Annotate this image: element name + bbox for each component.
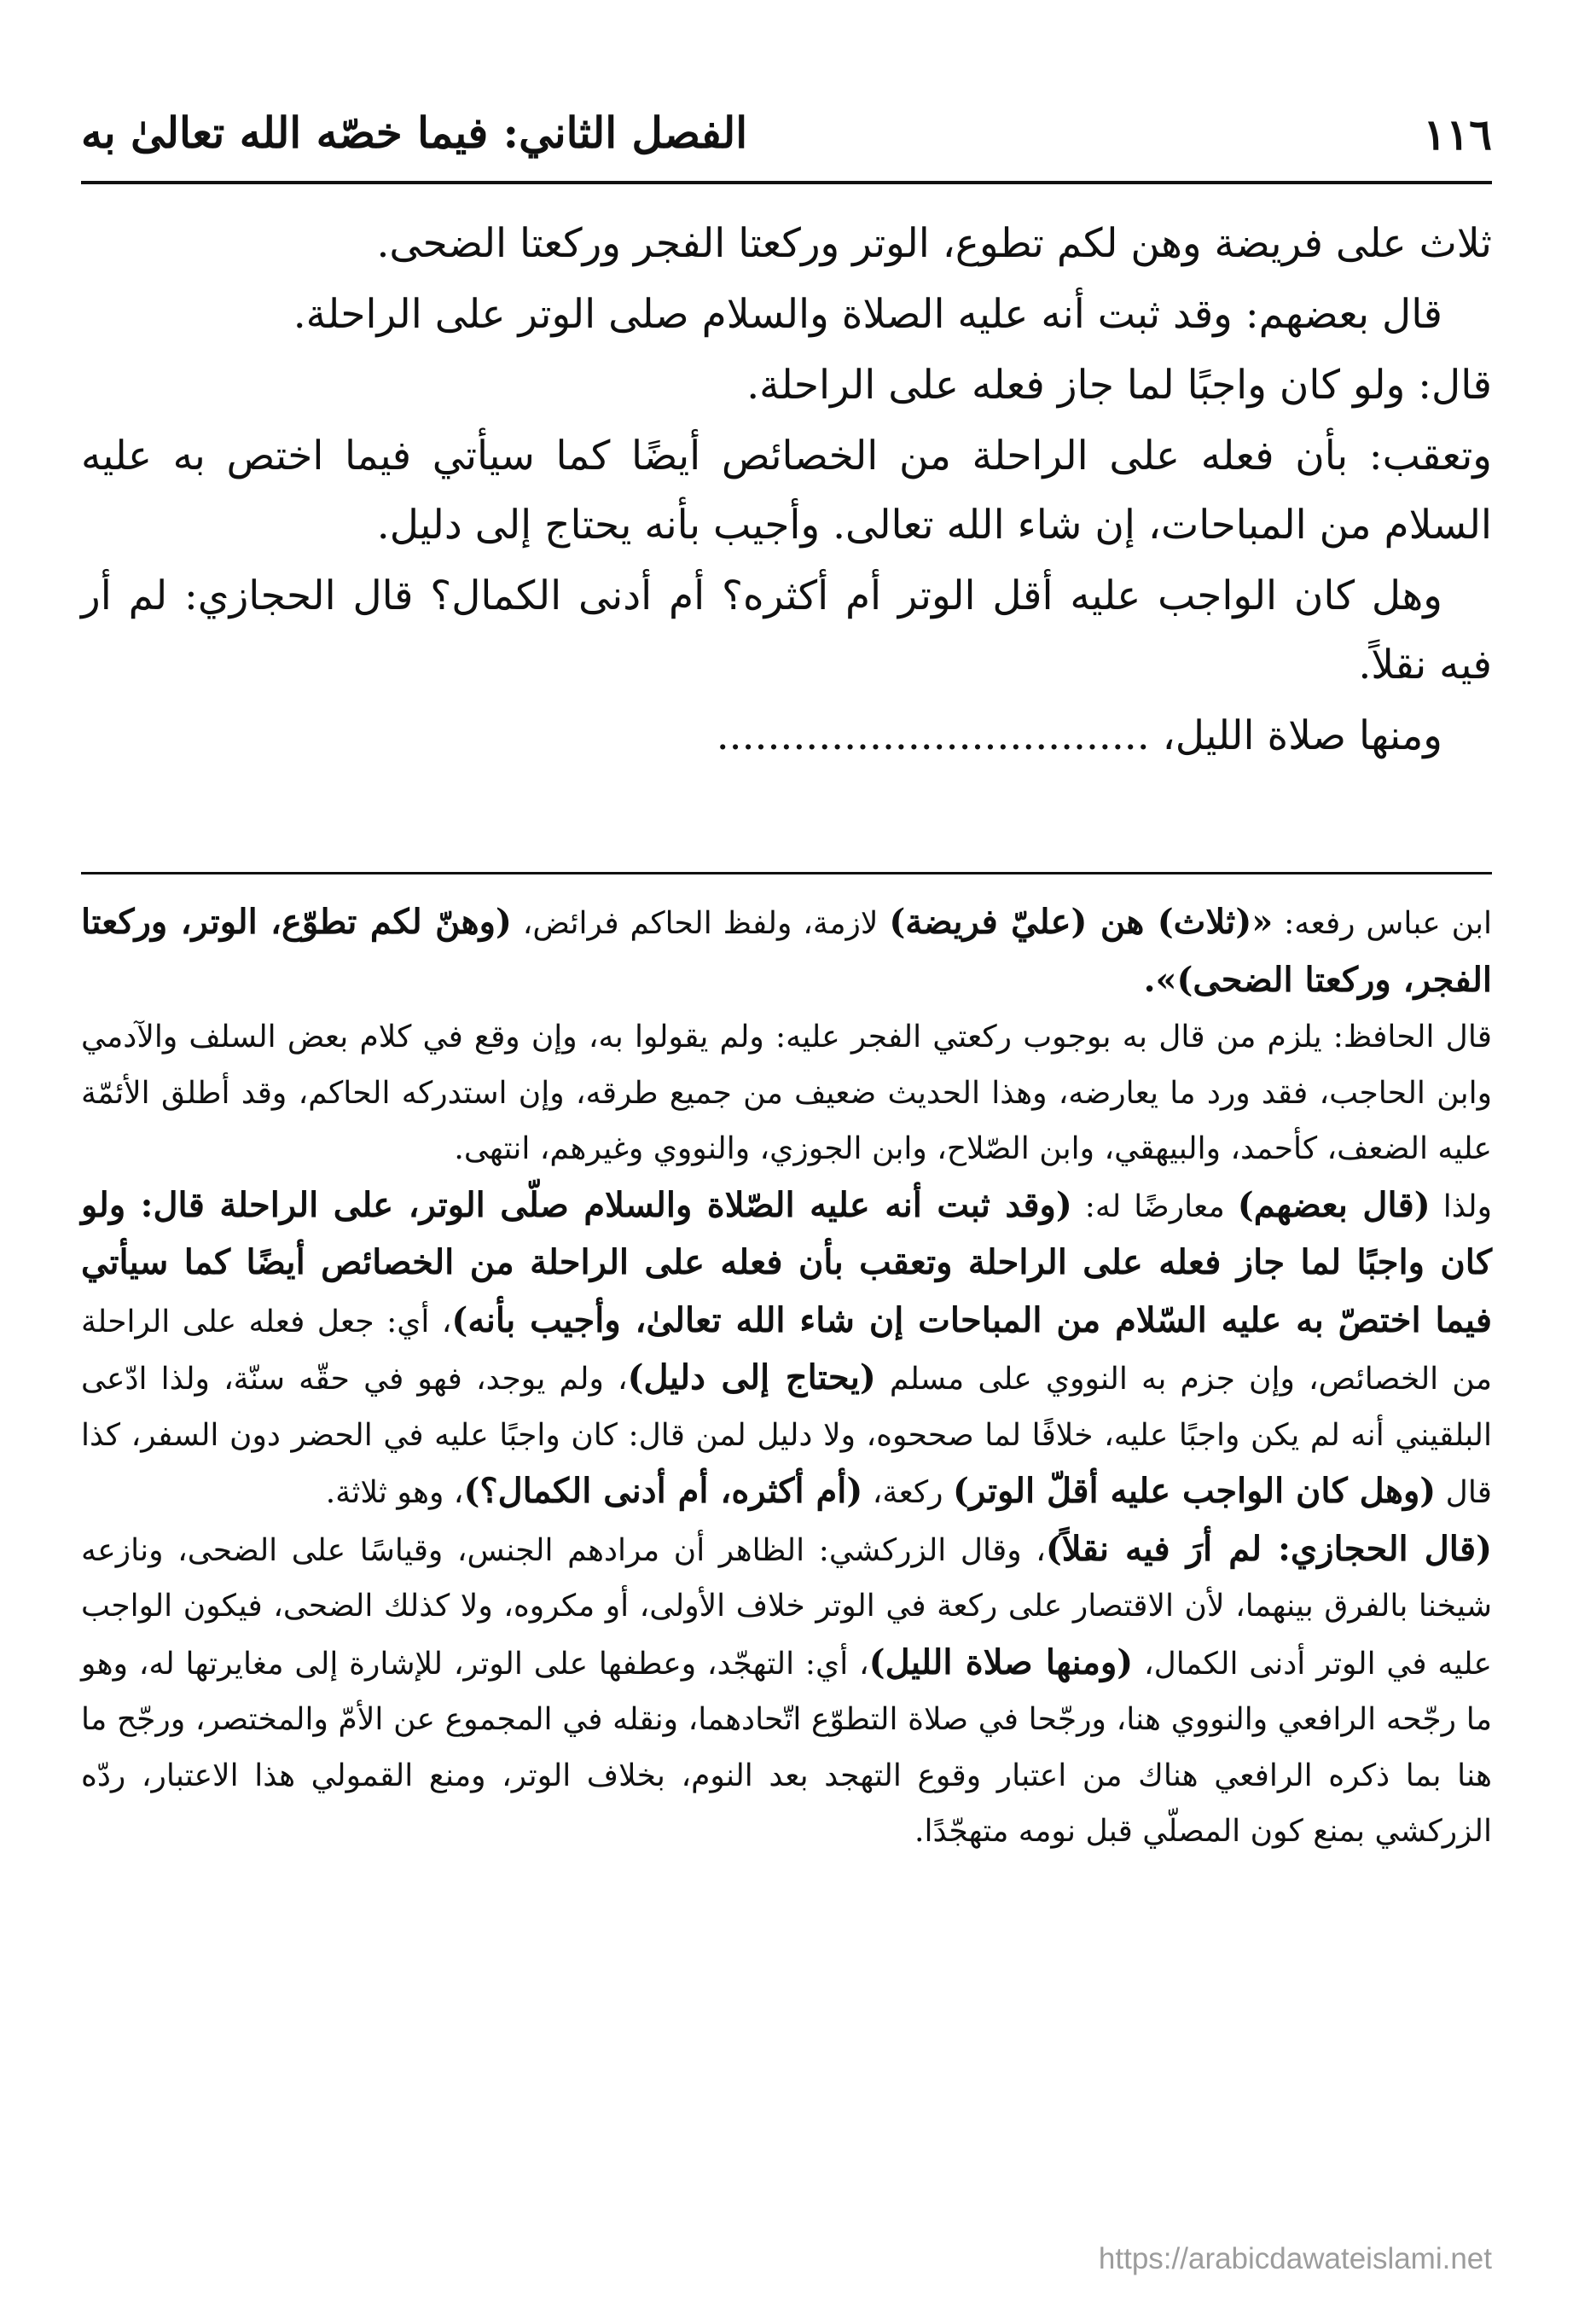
main-paragraph: وهل كان الواجب عليه أقل الوتر أم أكثره؟ أم أدنى الكمال؟ قال الحجازي: لم أر فيه نقلاً. [81,572,1492,688]
commentary-divider [81,872,1492,874]
commentary-paragraph [81,1521,1492,1860]
main-paragraph: قال: ولو كان واجبًا لما جاز فعله على الراحلة. [746,362,1492,409]
watermark-url: https://arabicdawateislami.net [1098,2242,1492,2275]
main-text [81,209,1492,772]
commentary-paragraph [81,1177,1492,1521]
commentary-paragraph: قال الحافظ: يلزم من قال به بوجوب ركعتي الفجر عليه: ولم يقولوا به، وإن وقع في كلام بعض السلف والآدمي وابن الحاجب، فقد ورد ما يعارضه، وهذا الحديث ضعيف من جميع طرقه، وإن استدركه الحاكم، وقد أطلق الأئمّة عليه الضعف، كأحمد، والبيهقي، وابن الصّلاح، وابن الجوزي، والنووي وغيرهم، انتهى. [81,1020,1492,1166]
page-number: ١١٦ [1423,109,1492,160]
commentary-text-run: ، وهو ثلاثة. [325,1475,464,1510]
main-paragraph: وتعقب: بأن فعله على الراحلة من الخصائص أيضًا كما سيأتي فيما اختص به عليه السلام من المباحات، إن شاء الله تعالى. وأجيب بأنه يحتاج إلى دليل. [81,433,1492,549]
commentary-text-run: معارضًا له: [1071,1188,1238,1224]
main-paragraph: ثلاث على فريضة وهن لكم تطوع، الوتر وركعتا الفجر وركعتا الضحى. [376,220,1492,267]
commentary-text-run: ، ولم يوجد، فهو في حقّه سنّة، ولذا ادّعى البلقيني أنه لم يكن واجبًا عليه، خلافًا لما صححوه، ولا دليل لمن قال: كان واجبًا عليه في الحضر دون السفر، كذا قال [81,1362,1492,1510]
commentary-paragraph [81,894,1492,1009]
commentary-quote: (ومنها صلاة الليل) [868,1641,1134,1682]
chapter-title: الفصل الثاني: فيما خصّه الله تعالىٰ به [81,107,748,158]
commentary-text-run: ولذا [1430,1188,1492,1224]
main-paragraph: ومنها صلاة الليل، .................................. [716,712,1442,759]
commentary-text-run: ركعة، [862,1475,954,1510]
commentary-quote: (وقد ثبت أنه عليه الصّلاة والسلام صلّى الوتر، على الراحلة قال: ولو كان واجبًا لما جاز فعله على الراحلة وتعقب بأن فعله على الراحلة من الخصائص أيضًا كما سيأتي فيما اختصّ به عليه السّلام من المباحات إن شاء الله تعالىٰ، وأجيب بأنه) [81,1184,1492,1340]
commentary-quote: (يحتاج إلى دليل) [627,1357,876,1397]
commentary-text-run: ، وقال الزركشي: الظاهر أن مرادهم الجنس، وقياسًا على الضحى، ونازعه شيخنا بالفرق بينهما، لأن الاقتصار على ركعة في الوتر خلاف الأولى، أو مكروه، ولا كذلك الضحى، فيكون الواجب عليه في الوتر أدنى الكمال، [81,1532,1492,1682]
main-paragraph: قال بعضهم: وقد ثبت أنه عليه الصلاة والسلام صلى الوتر على الراحلة. [293,291,1442,338]
commentary-quote: (قال الحجازي: لم أرَ فيه نقلاً) [1045,1528,1492,1569]
commentary-text-run: ابن عباس رفعه: [1273,906,1493,941]
header-divider [81,181,1492,184]
commentary-text-run: ، أي: التهجّد، وعطفها على الوتر، للإشارة إلى مغايرتها له، وهو ما رجّحه الرافعي والنووي هنا، ورجّحا في صلاة التطوّع اتّحادهما، ونقله في المجموع عن الأمّ والمختصر، ورجّح ما هنا بما ذكره الرافعي هناك من اعتبار وقوع التهجد بعد النوم، بخلاف الوتر، ومنع القمولي هذا الاعتبار، ردّه الزركشي بمنع كون المصلّي قبل نومه متهجّدًا. [81,1646,1492,1849]
commentary-quote: «(ثلاث) هن (عليّ فريضة) [889,902,1274,942]
commentary-text-run: ، أي: جعل فعله على الراحلة من الخصائص، وإن جزم به النووي على مسلم [81,1304,1492,1397]
commentary-quote: (وهل كان الواجب عليه أقلّ الوتر) [953,1471,1437,1511]
commentary-quote: (قال بعضهم) [1237,1184,1431,1225]
commentary-quote: (وهنّ لكم تطوّع، الوتر، وركعتا الفجر، وركعتا الضحى)». [81,902,1492,1000]
page-header [81,101,1492,177]
commentary-text-run: لازمة، ولفظ الحاكم فرائض، [511,906,890,941]
commentary-quote: (أم أكثره، أم أدنى الكمال؟) [463,1471,863,1511]
commentary-text [81,894,1492,1860]
